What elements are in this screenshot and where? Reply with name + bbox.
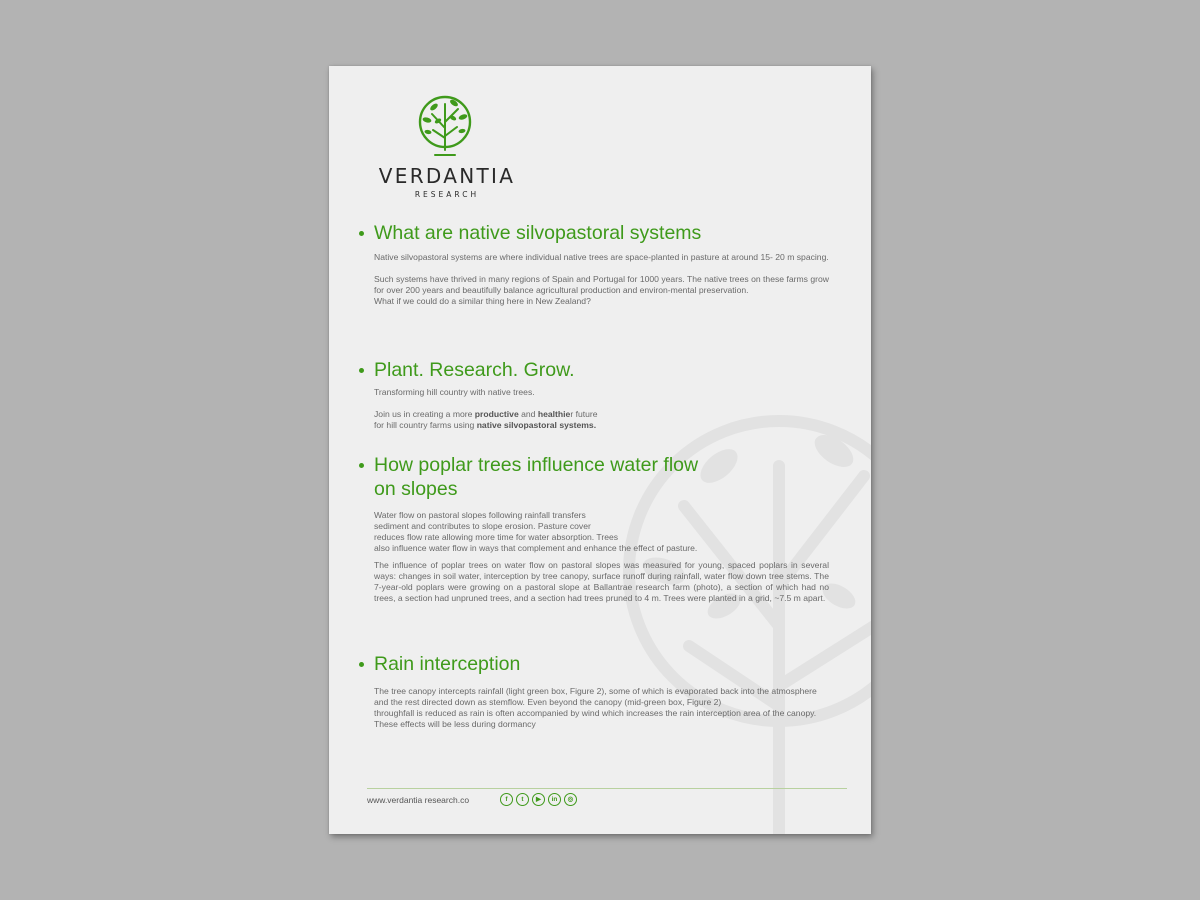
section-paragraph: throughfall is reduced as rain is often accompanied by wind which increases the rain interception area of the canopy. These effects will be less during dormancy [374,708,817,729]
facebook-icon[interactable]: f [500,793,513,806]
brand-subtitle: RESEARCH [414,190,480,199]
intro-line: Water flow on pastoral slopes following rainfall transfers [374,510,586,520]
intro-line: also influence water flow in ways that complement and enhance the effect of pasture. [374,543,698,553]
section-heading: Rain interception [359,652,829,676]
section-heading: How poplar trees influence water flow on slopes [359,453,724,501]
document-page [329,66,871,834]
section-silvopastoral [359,221,829,307]
section-paragraph: The tree canopy intercepts rainfall (light green box, Figure 2), some of which is evaporated back into the atmosphere and the rest directed down as stemflow. Even beyond the canopy (mid-green box, Figure 2) [374,686,817,707]
section-paragraph: What if we could do a similar thing here in New Zealand? [374,296,591,306]
water-flow-intro [359,510,829,554]
footer-divider [367,788,847,789]
section-paragraph: The influence of poplar trees on water flow on pastoral slopes was measured for young, spaced poplars in several ways: changes in soil water, interception by tree canopy, surface runoff during rainfall, water flow down tree stems. The 7-year-old poplars were growing on a pastoral slope at Ballantrae research farm (photo), a section of which had no trees, a section had unpruned trees, and a section had trees pruned to 4 m. Trees were planted in a grid, ~7.5 m apart. [374,560,829,603]
linkedin-icon[interactable]: in [548,793,561,806]
section-rain-interception [359,652,829,730]
bullet-icon [359,368,364,373]
section-paragraph: Native silvopastoral systems are where individual native trees are space-planted in pasture at around 15- 20 m spacing. [374,252,829,262]
social-links [500,793,577,806]
section-poplar-water-flow [359,453,829,604]
twitter-icon[interactable]: t [516,793,529,806]
join-paragraph: Join us in creating a more productive and healthier future for hill country farms using native silvopastoral systems. [374,409,598,430]
bullet-icon [359,463,364,468]
youtube-icon[interactable]: ▶ [532,793,545,806]
bullet-icon [359,662,364,667]
section-heading: Plant. Research. Grow. [359,358,829,382]
intro-line: reduces flow rate allowing more time for water absorption. Trees [374,532,619,542]
website-link[interactable]: www.verdantia research.co [367,795,470,805]
section-heading: What are native silvopastoral systems [359,221,829,245]
bullet-icon [359,231,364,236]
tagline: Transforming hill country with native trees. [374,387,535,397]
section-paragraph: Such systems have thrived in many regions of Spain and Portugal for 1000 years. The native trees on these farms grow for over 200 years and beautifully balance agricultural production and environ-mental preservation. [374,274,829,295]
intro-line: sediment and contributes to slope erosion. Pasture cover [374,521,591,531]
instagram-icon[interactable]: ◎ [564,793,577,806]
section-plant-research-grow [359,358,829,431]
brand-name: VERDANTIA [378,164,516,188]
tree-logo-icon [417,94,473,158]
